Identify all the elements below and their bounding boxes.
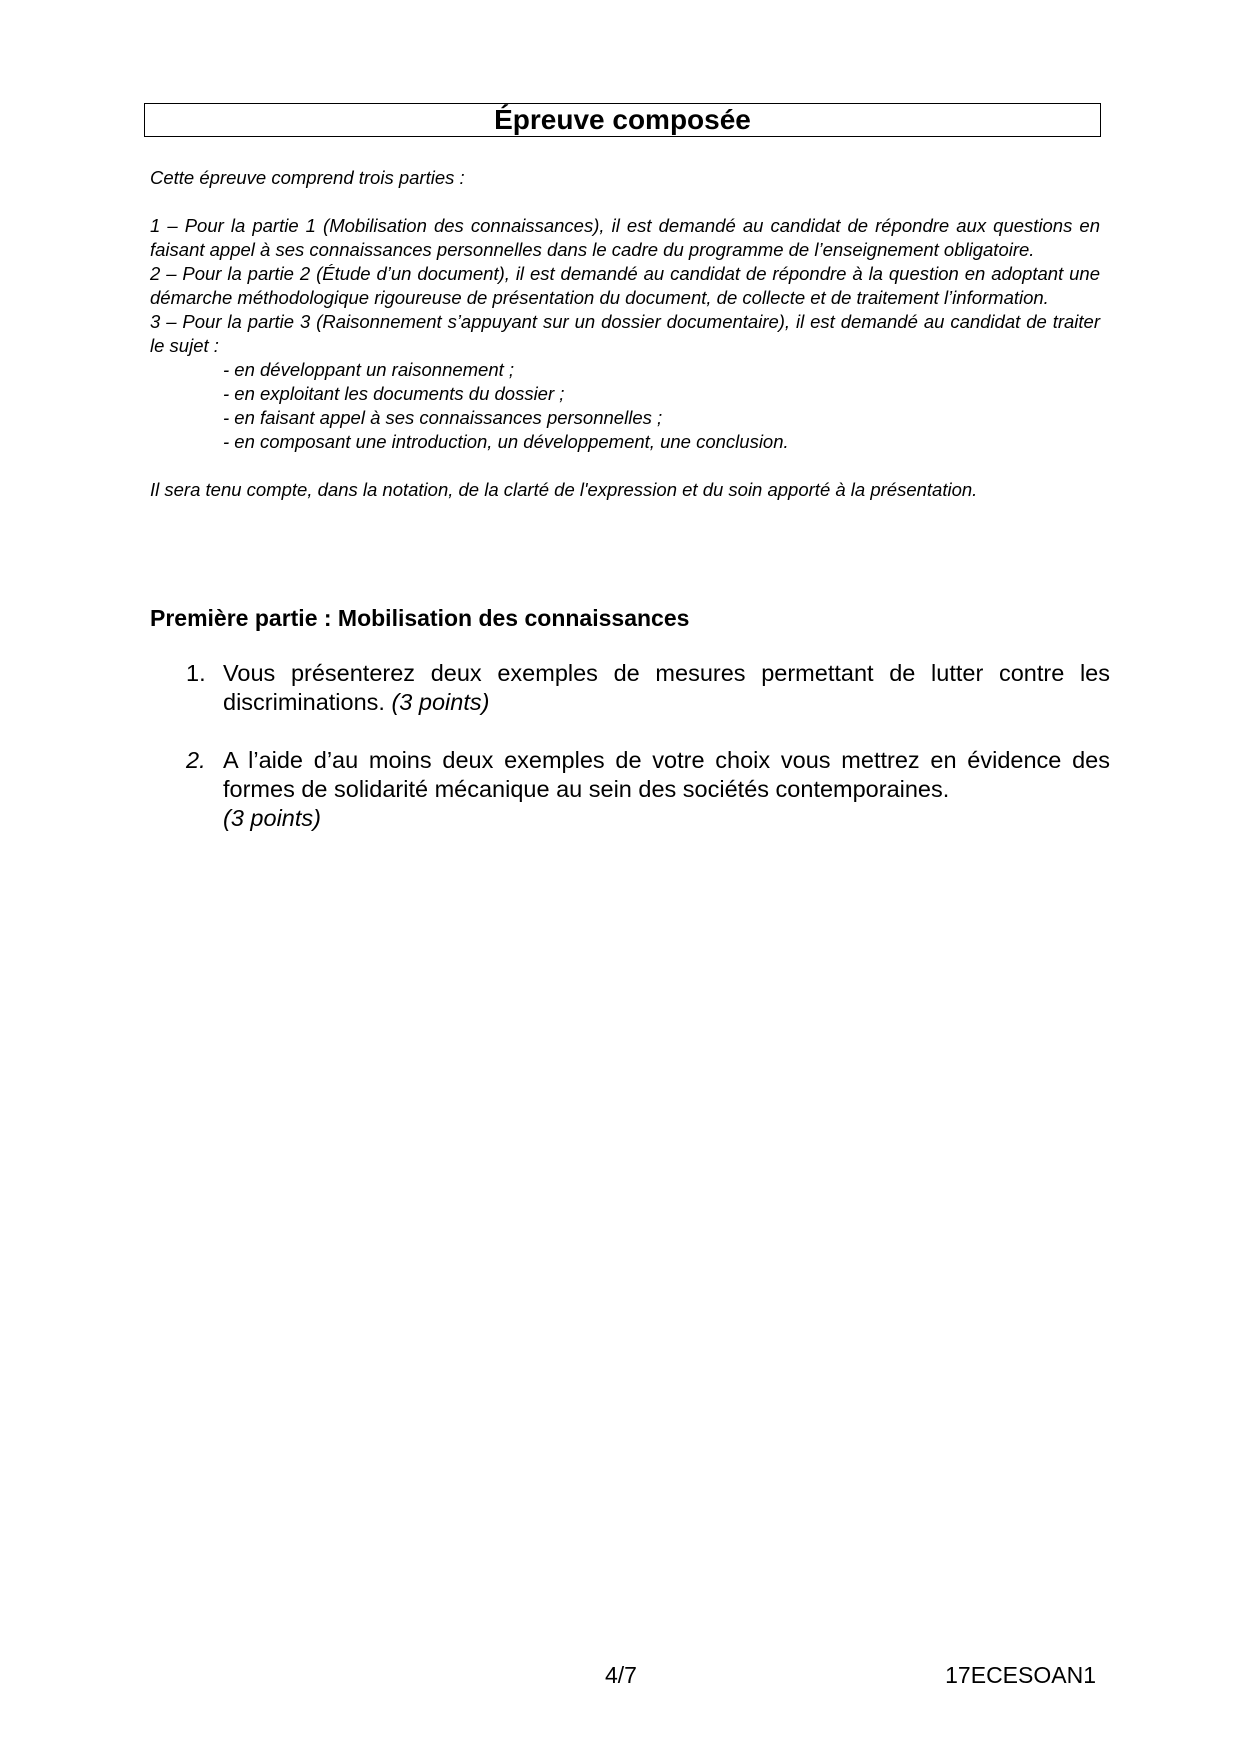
bullet-item: - en développant un raisonnement ; bbox=[223, 359, 515, 380]
question-points: (3 points) bbox=[223, 805, 321, 831]
question-text: A l’aide d’au moins deux exemples de votre choix vous mettrez en évidence des formes de solidarité mécanique au sein des sociétés contemporaines. bbox=[223, 747, 1110, 802]
question-number: 2. bbox=[186, 747, 206, 773]
title-box bbox=[144, 103, 1101, 137]
bullet-item: - en faisant appel à ses connaissances personnelles ; bbox=[223, 407, 663, 428]
question-text-block bbox=[223, 746, 1110, 833]
question-text-block bbox=[223, 659, 1110, 717]
question-list bbox=[186, 659, 1110, 862]
instructions-part-3: 3 – Pour la partie 3 (Raisonnement s’appuyant sur un dossier documentaire), il est demandé au candidat de traiter le sujet : bbox=[150, 311, 1100, 356]
page-title: Épreuve composée bbox=[494, 104, 751, 135]
question-points: (3 points) bbox=[391, 689, 490, 715]
section-heading: Première partie : Mobilisation des connaissances bbox=[150, 605, 690, 631]
bullet-item: - en composant une introduction, un développement, une conclusion. bbox=[223, 431, 789, 452]
bullet-item: - en exploitant les documents du dossier ; bbox=[223, 383, 565, 404]
instructions-part-1: 1 – Pour la partie 1 (Mobilisation des connaissances), il est demandé au candidat de répondre aux questions en faisant appel à ses connaissances personnelles dans le cadre du programme de l’enseignement obligatoire. bbox=[150, 215, 1100, 260]
question-1 bbox=[186, 659, 1110, 717]
instructions-part-2: 2 – Pour la partie 2 (Étude d’un document), il est demandé au candidat de répondre à la question en adoptant une démarche méthodologique rigoureuse de présentation du document, de collecte et de traitement l’information. bbox=[150, 263, 1100, 308]
question-2 bbox=[186, 746, 1110, 833]
question-text: Vous présenterez deux exemples de mesures permettant de lutter contre les discriminations. bbox=[223, 660, 1110, 715]
question-number: 1. bbox=[186, 660, 206, 686]
instructions-intro: Cette épreuve comprend trois parties : bbox=[150, 167, 465, 188]
page-number: 4/7 bbox=[605, 1662, 637, 1688]
document-code: 17ECESOAN1 bbox=[945, 1662, 1096, 1688]
grading-note: Il sera tenu compte, dans la notation, de la clarté de l'expression et du soin apporté à la présentation. bbox=[150, 479, 978, 500]
instructions bbox=[150, 166, 1100, 502]
instructions-bullets bbox=[150, 358, 1100, 454]
